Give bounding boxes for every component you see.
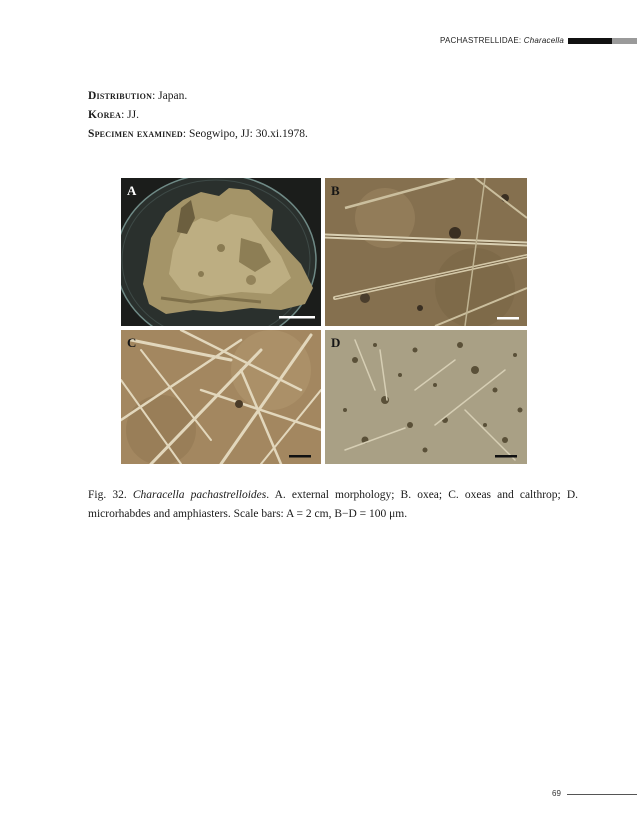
caption-rest: . A. external morphology; B. oxea; C. oxeas and calthrop; D. microrhabdes and amphiasters. Scale bars: A = 2 cm, B−D = 100 μm. — [88, 489, 579, 520]
specimen-label: Specimen examined — [88, 128, 183, 140]
microrhabdes-micrograph — [325, 330, 527, 464]
distribution-value: : Japan. — [152, 90, 188, 102]
caption-lead: Fig. 32. — [88, 489, 133, 501]
caption-species: Characella pachastrelloides — [132, 489, 267, 501]
figure-panel-c — [121, 330, 321, 464]
figure-panel-a — [121, 178, 321, 326]
figure-panel-b — [325, 178, 527, 326]
figure-panel-d — [325, 330, 527, 464]
footer-rule — [567, 794, 637, 795]
distribution-line — [88, 89, 187, 103]
header-bar-black — [568, 38, 612, 44]
korea-value: : JJ. — [121, 109, 139, 121]
oxeas-calthrop-micrograph — [121, 330, 321, 464]
specimen-line — [88, 127, 308, 141]
running-head — [440, 36, 564, 45]
header-bar-gray — [612, 38, 637, 44]
panel-letter-c: C — [127, 335, 137, 350]
korea-line — [88, 108, 139, 122]
scale-bar — [495, 455, 517, 458]
panel-letter-d: D — [331, 335, 341, 350]
panel-letter-a: A — [127, 183, 137, 198]
figure-caption — [88, 486, 578, 524]
korea-label: Korea — [88, 109, 122, 121]
scale-bar — [289, 455, 311, 458]
scale-bar — [279, 316, 315, 319]
page-number: 69 — [552, 789, 561, 798]
panel-letter-b: B — [331, 183, 340, 198]
running-head-genus: Characella — [523, 36, 564, 45]
specimen-photo — [121, 178, 321, 326]
distribution-label: Distribution — [88, 90, 153, 102]
specimen-value: : Seogwipo, JJ: 30.xi.1978. — [182, 128, 308, 140]
scale-bar — [497, 317, 519, 320]
running-head-family: PACHASTRELLIDAE: — [440, 36, 522, 45]
oxea-micrograph — [325, 178, 527, 326]
